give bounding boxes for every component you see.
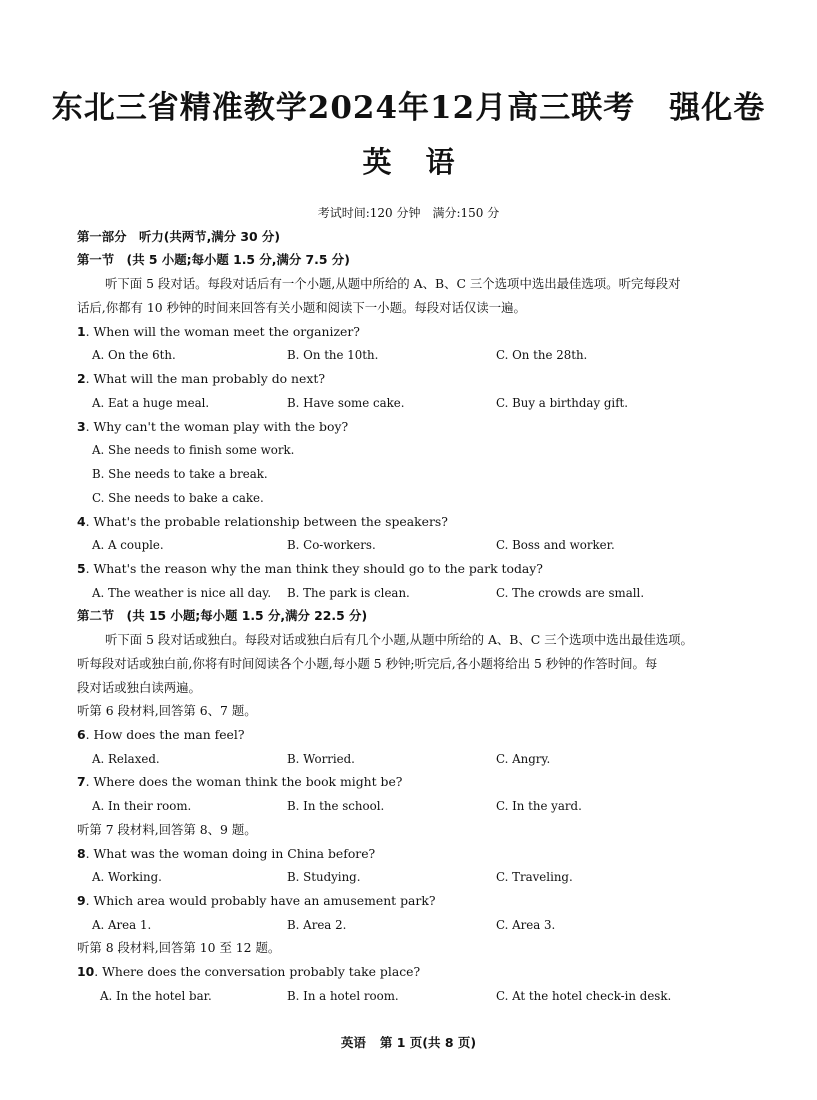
exam-info: 考试时间:120 分钟 满分:150 分 <box>317 206 500 220</box>
question-1: 1. When will the woman meet the organizer? <box>77 324 360 339</box>
question-8: 8. What was the woman doing in China before? <box>77 846 376 861</box>
q10-option-a: A. In the hotel bar. <box>100 989 212 1003</box>
q4-option-a: A. A couple. <box>92 538 164 552</box>
q3-option-c: C. She needs to bake a cake. <box>92 491 264 505</box>
q2-option-b: B. Have some cake. <box>287 396 405 410</box>
question-2: 2. What will the man probably do next? <box>77 371 325 386</box>
section2-instruction-line3: 段对话或独白读两遍。 <box>77 680 201 695</box>
q5-option-b: B. The park is clean. <box>287 586 410 600</box>
material-8-note: 听第 8 段材料,回答第 10 至 12 题。 <box>77 940 281 955</box>
question-10: 10. Where does the conversation probably take place? <box>77 964 421 979</box>
q9-option-b: B. Area 2. <box>287 918 347 932</box>
section2-instruction-line2: 听每段对话或独白前,你将有时间阅读各个小题,每小题 5 秒钟;听完后,各小题将给出 5 秒钟的作答时间。每 <box>77 656 658 671</box>
question-6: 6. How does the man feel? <box>77 727 245 742</box>
exam-title-main: 东北三省精准教学2024年12月高三联考 <box>51 90 636 126</box>
page-footer <box>0 1033 817 1051</box>
q10-option-b: B. In a hotel room. <box>287 989 399 1003</box>
section1-instruction-line2: 话后,你都有 10 秒钟的时间来回答有关小题和阅读下一小题。每段对话仅读一遍。 <box>77 300 526 315</box>
q8-option-b: B. Studying. <box>287 870 361 884</box>
question-3: 3. Why can't the woman play with the boy? <box>77 419 349 434</box>
footer-page-number: 第 1 页(共 8 页) <box>379 1035 477 1050</box>
q6-option-a: A. Relaxed. <box>92 752 160 766</box>
question-7: 7. Where does the woman think the book might be? <box>77 774 403 789</box>
subject-title: 英语 <box>362 145 489 179</box>
q1-option-c: C. On the 28th. <box>496 348 588 362</box>
q8-option-a: A. Working. <box>92 870 162 884</box>
exam-title <box>0 82 817 127</box>
q2-option-c: C. Buy a birthday gift. <box>496 396 629 410</box>
q8-option-c: C. Traveling. <box>496 870 573 884</box>
q1-option-b: B. On the 10th. <box>287 348 379 362</box>
q7-option-b: B. In the school. <box>287 799 385 813</box>
q1-option-a: A. On the 6th. <box>92 348 176 362</box>
section2-instruction-line1: 听下面 5 段对话或独白。每段对话或独白后有几个小题,从题中所给的 A、B、C 三个选项中选出最佳选项。 <box>105 632 693 647</box>
section1-heading: 第一节 (共 5 小题;每小题 1.5 分,满分 7.5 分) <box>77 252 350 267</box>
material-6-note: 听第 6 段材料,回答第 6、7 题。 <box>77 703 257 718</box>
q2-option-a: A. Eat a huge meal. <box>92 396 210 410</box>
part1-heading: 第一部分 听力(共两节,满分 30 分) <box>77 229 280 244</box>
section2-heading: 第二节 (共 15 小题;每小题 1.5 分,满分 22.5 分) <box>77 608 368 623</box>
q3-option-a: A. She needs to finish some work. <box>92 443 295 457</box>
q9-option-a: A. Area 1. <box>92 918 152 932</box>
q5-option-c: C. The crowds are small. <box>496 586 645 600</box>
question-9: 9. Which area would probably have an amusement park? <box>77 893 436 908</box>
q6-option-b: B. Worried. <box>287 752 355 766</box>
material-7-note: 听第 7 段材料,回答第 8、9 题。 <box>77 822 257 837</box>
q4-option-b: B. Co-workers. <box>287 538 376 552</box>
question-4: 4. What's the probable relationship between the speakers? <box>77 514 448 529</box>
q3-option-b: B. She needs to take a break. <box>92 467 268 481</box>
q9-option-c: C. Area 3. <box>496 918 556 932</box>
question-5: 5. What's the reason why the man think they should go to the park today? <box>77 561 543 576</box>
footer-subject: 英语 <box>340 1035 366 1050</box>
q5-option-a: A. The weather is nice all day. <box>92 586 272 600</box>
q6-option-c: C. Angry. <box>496 752 551 766</box>
q4-option-c: C. Boss and worker. <box>496 538 615 552</box>
section1-instruction-line1: 听下面 5 段对话。每段对话后有一个小题,从题中所给的 A、B、C 三个选项中选出最佳选项。听完每段对 <box>105 276 681 291</box>
q7-option-a: A. In their room. <box>92 799 192 813</box>
q7-option-c: C. In the yard. <box>496 799 582 813</box>
exam-title-suffix: 强化卷 <box>669 90 766 126</box>
q10-option-c: C. At the hotel check-in desk. <box>496 989 672 1003</box>
